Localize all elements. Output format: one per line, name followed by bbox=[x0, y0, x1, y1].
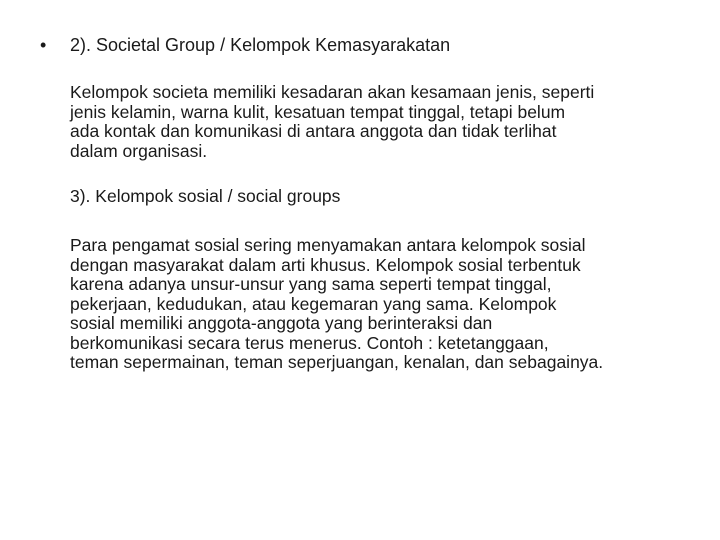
paragraph-line: sosial memiliki anggota-anggota yang berinteraksi dan bbox=[70, 313, 493, 333]
paragraph-line: teman sepermainan, teman seperjuangan, kenalan, dan sebagainya. bbox=[70, 352, 604, 372]
paragraph-line: dengan masyarakat dalam arti khusus. Kelompok sosial terbentuk bbox=[70, 254, 581, 275]
paragraph-line: berkomunikasi secara terus menerus. Contoh : ketetanggaan, bbox=[70, 332, 549, 353]
heading-social-groups bbox=[70, 187, 690, 207]
paragraph-line: pekerjaan, kedudukan, atau kegemaran yang sama. Kelompok bbox=[70, 293, 557, 314]
paragraph-line: Para pengamat sosial sering menyamakan antara kelompok sosial bbox=[70, 235, 586, 255]
heading-social-groups-text: 3). Kelompok sosial / social groups bbox=[70, 186, 341, 206]
paragraph-line: jenis kelamin, warna kulit, kesatuan tempat tinggal, tetapi belum bbox=[70, 101, 566, 122]
paragraph-line: dalam organisasi. bbox=[70, 140, 208, 161]
bullet-dot-icon: • bbox=[40, 35, 47, 55]
paragraph-societal-group bbox=[70, 83, 690, 161]
paragraph-social-groups bbox=[70, 236, 690, 373]
paragraph-line: ada kontak dan komunikasi di antara anggota dan tidak terlihat bbox=[70, 121, 557, 141]
paragraph-line: karena adanya unsur-unsur yang sama seperti tempat tinggal, bbox=[70, 274, 552, 294]
paragraph-line: Kelompok societa memiliki kesadaran akan kesamaan jenis, seperti bbox=[70, 82, 595, 102]
bullet-heading-societal-group bbox=[40, 34, 680, 56]
heading-societal-group: 2). Societal Group / Kelompok Kemasyarakatan bbox=[70, 35, 451, 55]
